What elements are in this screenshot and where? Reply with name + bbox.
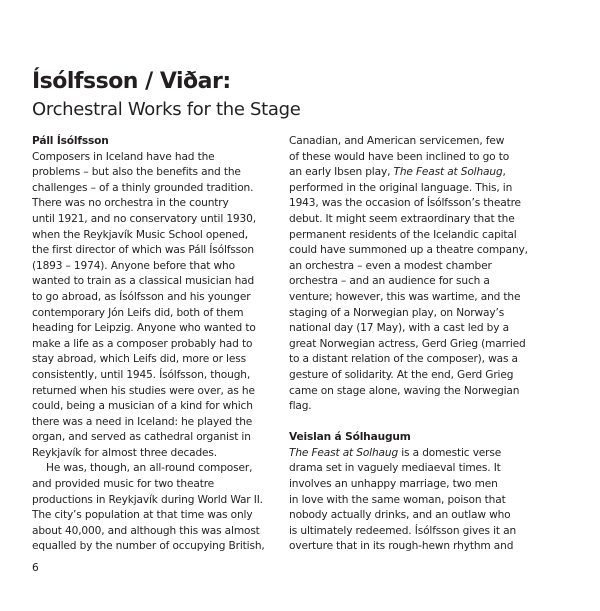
section-heading-veislan: Veislan á Sólhaugum (289, 431, 411, 444)
body-line: and provided music for two theatre (32, 478, 215, 491)
body-line: in love with the same woman, poison that (289, 493, 506, 506)
body-line: heading for Leipzig. Anyone who wanted to (32, 322, 256, 335)
body-line: contemporary Jón Leifs did, both of them (32, 306, 244, 319)
body-line: could have summoned up a theatre company, (289, 244, 528, 257)
paragraph-gap (289, 415, 539, 431)
body-line: of these would have been inclined to go to (289, 150, 510, 163)
line-text: an early Ibsen play, (289, 166, 394, 179)
body-line: to go abroad, as Ísólfsson and his younger (32, 290, 251, 303)
body-line: consistently, until 1945. Ísólfsson, though, (32, 368, 251, 381)
body-line: until 1921, and no conservatory until 1930, (32, 212, 256, 225)
body-line: gesture of solidarity. At the end, Gerd Grieg (289, 368, 514, 381)
body-line: overture that in its rough-hewn rhythm and (289, 540, 514, 553)
body-line: national day (17 May), with a cast led by a (289, 322, 509, 335)
body-line-ibsen (289, 165, 539, 181)
body-line: to a distant relation of the composer), was a (289, 353, 518, 366)
section-heading-pall-isolfsson: Páll Ísólfsson (32, 135, 109, 147)
body-line: 1943, was the occasion of Ísólfsson’s theatre (289, 197, 521, 210)
body-line: an orchestra – even a modest chamber (289, 259, 492, 272)
body-line: equalled by the number of occupying British, (32, 540, 265, 553)
body-line: stay abroad, which Leifs did, more or less (32, 353, 246, 366)
body-line: permanent residents of the Icelandic capital (289, 228, 517, 241)
body-line: venture; however, this was wartime, and the (289, 290, 521, 303)
right-paragraph-1-rest (289, 181, 539, 415)
body-line: performed in the original language. This, in (289, 181, 513, 194)
body-line: make a life as a composer probably had to (32, 337, 253, 350)
page-number: 6 (32, 562, 39, 574)
left-paragraph-1 (32, 150, 282, 462)
body-line: problems – but also the benefits and the (32, 166, 241, 179)
left-column (32, 134, 282, 555)
page-subtitle: Orchestral Works for the Stage (32, 99, 301, 120)
body-line: organ, and served as cathedral organist in (32, 431, 251, 444)
body-line: The city’s population at that time was only (32, 509, 253, 522)
body-line: challenges – of a thinly grounded tradition. (32, 181, 254, 194)
left-paragraph-2 (32, 461, 282, 555)
right-paragraph-1-start (289, 134, 539, 165)
line-text: is a domestic verse (398, 446, 502, 459)
body-line: when the Reykjavík Music School opened, (32, 228, 248, 241)
line-text: , (502, 166, 506, 179)
work-title-italic: The Feast at Solhaug (289, 446, 399, 459)
body-line: Composers in Iceland have had the (32, 150, 215, 163)
work-title-italic: The Feast at Solhaug (393, 166, 503, 179)
body-line: staging of a Norwegian play, on Norway’s (289, 306, 505, 319)
body-line: about 40,000, and although this was almost (32, 524, 260, 537)
body-line: could, being a musician of a kind for which (32, 400, 253, 413)
page-title: Ísólfsson / Viðar: (32, 69, 231, 94)
body-line: nobody actually drinks, and an outlaw who (289, 509, 511, 522)
body-line: productions in Reykjavík during World War II. (32, 493, 263, 506)
right-paragraph-2 (289, 461, 539, 555)
body-line: is ultimately redeemed. Ísólfsson gives it an (289, 524, 517, 537)
body-line: He was, though, an all-round composer, (46, 462, 253, 475)
body-line: Reykjavík for almost three decades. (32, 446, 217, 459)
body-line: There was no orchestra in the country (32, 197, 229, 210)
body-line: flag. (289, 400, 312, 413)
body-line: involves an unhappy marriage, two men (289, 478, 498, 491)
body-line: Canadian, and American servicemen, few (289, 135, 505, 147)
body-line: there was a need in Iceland: he played the (32, 415, 253, 428)
body-line-feast (289, 446, 539, 462)
body-line: came on stage alone, waving the Norwegian (289, 384, 520, 397)
body-line: great Norwegian actress, Gerd Grieg (married (289, 337, 526, 350)
body-line: wanted to train as a classical musician had (32, 275, 255, 288)
right-column (289, 134, 539, 555)
body-line: the first director of which was Páll Ísólfsson (32, 244, 254, 257)
body-line: drama set in vaguely mediaeval times. It (289, 462, 501, 475)
body-line: orchestra – and an audience for such a (289, 275, 490, 288)
body-line: returned when his studies were over, as he (32, 384, 255, 397)
body-line: debut. It might seem extraordinary that the (289, 212, 515, 225)
body-line: (1893 – 1974). Anyone before that who (32, 259, 235, 272)
